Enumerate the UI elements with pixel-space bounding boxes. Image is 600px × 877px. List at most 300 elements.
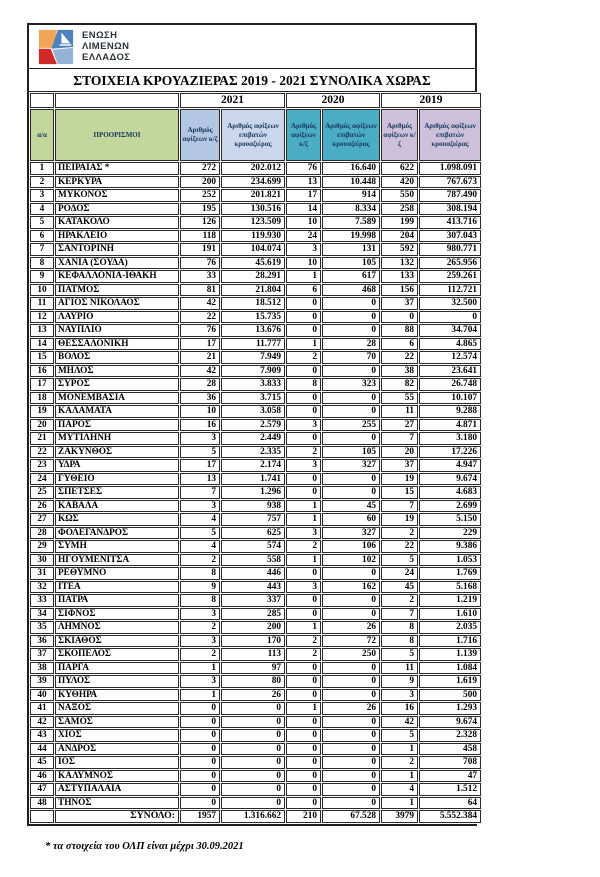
table-row [30, 635, 481, 648]
value-cell: 102 [322, 554, 380, 567]
value-cell: 1.098.091 [419, 162, 481, 175]
row-index-cell: 26 [30, 500, 54, 513]
destination-cell: ΠΥΛΟΣ [55, 675, 179, 688]
table-row [30, 689, 481, 702]
row-index-cell: 24 [30, 473, 54, 486]
value-cell: 3 [286, 459, 321, 472]
value-cell: 118 [180, 230, 220, 243]
value-cell: 26 [221, 689, 285, 702]
year-header-2021: 2021 [180, 93, 285, 108]
value-cell: 10 [286, 216, 321, 229]
index-column-header: α/α [30, 109, 54, 161]
value-cell: 13 [286, 176, 321, 189]
value-cell: 2 [286, 351, 321, 364]
total-passengers-2020: 67.528 [322, 810, 380, 823]
total-arrivals-2020: 210 [286, 810, 321, 823]
value-cell: 1 [286, 702, 321, 715]
destination-cell: ΛΑΥΡΙΟ [55, 311, 179, 324]
row-index-cell: 34 [30, 608, 54, 621]
row-index-cell: 28 [30, 527, 54, 540]
destination-cell: ΗΡΑΚΛΕΙΟ [55, 230, 179, 243]
value-cell: 10 [180, 405, 220, 418]
destination-cell: ΥΔΡΑ [55, 459, 179, 472]
value-cell: 26 [322, 621, 380, 634]
destination-cell: ΧΙΟΣ [55, 729, 179, 742]
row-index-cell: 2 [30, 176, 54, 189]
value-cell: 443 [221, 581, 285, 594]
value-cell: 8 [286, 378, 321, 391]
value-cell: 2.579 [221, 419, 285, 432]
value-cell: 5 [381, 729, 418, 742]
page-title: ΣΤΟΙΧΕΙΑ ΚΡΟΥΑΖΙΕΡΑΣ 2019 - 2021 ΣΥΝΟΛΙΚΑ ΧΩΡΑΣ [29, 69, 475, 92]
value-cell: 550 [381, 189, 418, 202]
value-cell: 12.574 [419, 351, 481, 364]
value-cell: 133 [381, 270, 418, 283]
value-cell: 0 [286, 608, 321, 621]
value-cell: 15.735 [221, 311, 285, 324]
row-index-cell: 31 [30, 567, 54, 580]
value-cell: 2 [381, 594, 418, 607]
value-cell: 199 [381, 216, 418, 229]
value-cell: 3 [180, 608, 220, 621]
table-row [30, 365, 481, 378]
value-cell: 9 [381, 675, 418, 688]
arrivals-2021-header: Αριθμός αφίξεων κ/ζ [180, 109, 220, 161]
value-cell: 10 [286, 257, 321, 270]
row-index-cell: 44 [30, 743, 54, 756]
value-cell: 265.956 [419, 257, 481, 270]
value-cell: 250 [322, 648, 380, 661]
value-cell: 413.716 [419, 216, 481, 229]
value-cell: 0 [322, 405, 380, 418]
value-cell: 3 [286, 527, 321, 540]
destination-cell: ΣΚΙΑΘΟΣ [55, 635, 179, 648]
row-index-cell: 18 [30, 392, 54, 405]
value-cell: 617 [322, 270, 380, 283]
row-index-cell: 16 [30, 365, 54, 378]
destination-cell: ΚΕΦΑΛΛΟΝΙΑ-ΙΘΑΚΗ [55, 270, 179, 283]
value-cell: 9.386 [419, 540, 481, 553]
value-cell: 5 [180, 527, 220, 540]
value-cell: 234.699 [221, 176, 285, 189]
value-cell: 4.865 [419, 338, 481, 351]
value-cell: 17 [180, 459, 220, 472]
row-index-cell: 25 [30, 486, 54, 499]
value-cell: 0 [322, 783, 380, 796]
destination-cell: ΣΚΟΠΕΛΟΣ [55, 648, 179, 661]
value-cell: 0 [180, 756, 220, 769]
blank-cell [55, 93, 179, 108]
footnote: * τα στοιχεία του ΟΛΠ είναι μέχρι 30.09.2021 [45, 841, 244, 852]
destination-cell: ΣΙΦΝΟΣ [55, 608, 179, 621]
row-index-cell: 43 [30, 729, 54, 742]
value-cell: 131 [322, 243, 380, 256]
value-cell: 1 [381, 743, 418, 756]
row-index-cell: 48 [30, 797, 54, 810]
value-cell: 126 [180, 216, 220, 229]
value-cell: 0 [180, 770, 220, 783]
row-index-cell: 14 [30, 338, 54, 351]
value-cell: 468 [322, 284, 380, 297]
row-index-cell: 45 [30, 756, 54, 769]
value-cell: 1 [286, 500, 321, 513]
value-cell: 195 [180, 203, 220, 216]
value-cell: 4 [381, 783, 418, 796]
value-cell: 7.949 [221, 351, 285, 364]
value-cell: 0 [221, 770, 285, 783]
destination-cell: ΡΕΘΥΜΝΟ [55, 567, 179, 580]
row-index-cell: 11 [30, 297, 54, 310]
value-cell: 64 [419, 797, 481, 810]
value-cell: 0 [322, 608, 380, 621]
row-index-cell: 27 [30, 513, 54, 526]
value-cell: 5 [180, 446, 220, 459]
table-row [30, 405, 481, 418]
value-cell: 0 [180, 743, 220, 756]
value-cell: 19 [381, 513, 418, 526]
destination-cell: ΑΣΤΥΠΑΛΑΙΑ [55, 783, 179, 796]
destination-cell: ΠΑΡΓΑ [55, 662, 179, 675]
value-cell: 8.334 [322, 203, 380, 216]
value-cell: 285 [221, 608, 285, 621]
value-cell: 0 [322, 392, 380, 405]
value-cell: 76 [180, 257, 220, 270]
value-cell: 458 [419, 743, 481, 756]
value-cell: 0 [322, 432, 380, 445]
value-cell: 7.909 [221, 365, 285, 378]
destination-cell: ΠΑΤΜΟΣ [55, 284, 179, 297]
value-cell: 0 [286, 689, 321, 702]
destination-cell: ΝΑΞΟΣ [55, 702, 179, 715]
destination-cell: ΣΑΜΟΣ [55, 716, 179, 729]
report-sheet [27, 23, 477, 826]
value-cell: 13.676 [221, 324, 285, 337]
row-index-cell: 15 [30, 351, 54, 364]
value-cell: 308.194 [419, 203, 481, 216]
value-cell: 82 [381, 378, 418, 391]
value-cell: 1.769 [419, 567, 481, 580]
value-cell: 558 [221, 554, 285, 567]
value-cell: 500 [419, 689, 481, 702]
value-cell: 1.293 [419, 702, 481, 715]
destination-cell: ΚΥΘΗΡΑ [55, 689, 179, 702]
total-passengers-2021: 1.316.662 [221, 810, 285, 823]
table-row [30, 176, 481, 189]
value-cell: 0 [322, 756, 380, 769]
table-row [30, 243, 481, 256]
value-cell: 19 [381, 473, 418, 486]
table-row [30, 500, 481, 513]
value-cell: 0 [322, 743, 380, 756]
value-cell: 170 [221, 635, 285, 648]
value-cell: 0 [322, 689, 380, 702]
value-cell: 24 [286, 230, 321, 243]
row-index-cell: 7 [30, 243, 54, 256]
table-row [30, 608, 481, 621]
table-row [30, 189, 481, 202]
arrivals-2020-header: Αριθμός αφίξεων κ/ζ [286, 109, 321, 161]
table-row [30, 729, 481, 742]
value-cell: 0 [221, 756, 285, 769]
value-cell: 0 [286, 594, 321, 607]
destination-cell: ΚΑΛΑΜΑΤΑ [55, 405, 179, 418]
value-cell: 0 [180, 797, 220, 810]
value-cell: 327 [322, 459, 380, 472]
table-row [30, 432, 481, 445]
value-cell: 11 [381, 662, 418, 675]
value-cell: 1 [286, 621, 321, 634]
value-cell: 106 [322, 540, 380, 553]
passengers-2021-header: Αριθμός αφίξεων επιβατών κρουαζιέρας [221, 109, 285, 161]
value-cell: 10.448 [322, 176, 380, 189]
destination-cell: ΠΑΡΟΣ [55, 419, 179, 432]
passengers-2019-header: Αριθμός αφίξεων επιβατών κρουαζιέρας [419, 109, 481, 161]
value-cell: 0 [322, 473, 380, 486]
value-cell: 1.053 [419, 554, 481, 567]
destination-cell: ΜΥΤΙΛΗΝΗ [55, 432, 179, 445]
value-cell: 1 [180, 662, 220, 675]
value-cell: 19.998 [322, 230, 380, 243]
destination-cell: ΣΥΡΟΣ [55, 378, 179, 391]
row-index-cell: 13 [30, 324, 54, 337]
value-cell: 4.871 [419, 419, 481, 432]
value-cell: 22 [381, 351, 418, 364]
value-cell: 7 [381, 432, 418, 445]
value-cell: 9.674 [419, 473, 481, 486]
value-cell: 5.168 [419, 581, 481, 594]
year-header-2019: 2019 [381, 93, 481, 108]
value-cell: 2 [286, 540, 321, 553]
value-cell: 70 [322, 351, 380, 364]
value-cell: 7.589 [322, 216, 380, 229]
value-cell: 119.930 [221, 230, 285, 243]
value-cell: 4 [180, 513, 220, 526]
row-index-cell: 22 [30, 446, 54, 459]
destination-cell: ΑΓΙΟΣ ΝΙΚΟΛΑΟΣ [55, 297, 179, 310]
destination-cell: ΚΑΛΥΜΝΟΣ [55, 770, 179, 783]
row-index-cell: 42 [30, 716, 54, 729]
value-cell: 22 [381, 540, 418, 553]
destination-cell: ΙΟΣ [55, 756, 179, 769]
value-cell: 259.261 [419, 270, 481, 283]
value-cell: 255 [322, 419, 380, 432]
value-cell: 200 [221, 621, 285, 634]
destination-cell: ΚΑΤΑΚΟΛΟ [55, 216, 179, 229]
value-cell: 8 [381, 635, 418, 648]
table-row [30, 257, 481, 270]
destination-cell: ΑΝΔΡΟΣ [55, 743, 179, 756]
value-cell: 2 [180, 648, 220, 661]
value-cell: 36 [180, 392, 220, 405]
destination-cell: ΒΟΛΟΣ [55, 351, 179, 364]
row-index-cell: 29 [30, 540, 54, 553]
value-cell: 5.150 [419, 513, 481, 526]
value-cell: 0 [322, 675, 380, 688]
value-cell: 767.673 [419, 176, 481, 189]
value-cell: 0 [322, 297, 380, 310]
value-cell: 11 [381, 405, 418, 418]
value-cell: 16 [180, 419, 220, 432]
row-index-cell: 39 [30, 675, 54, 688]
value-cell: 0 [286, 297, 321, 310]
logo-line-1: ΕΝΩΣΗ [82, 30, 118, 41]
value-cell: 0 [286, 770, 321, 783]
value-cell: 1.610 [419, 608, 481, 621]
value-cell: 2.174 [221, 459, 285, 472]
destination-cell: ΚΩΣ [55, 513, 179, 526]
value-cell: 3 [286, 419, 321, 432]
value-cell: 112.721 [419, 284, 481, 297]
destination-cell: ΡΟΔΟΣ [55, 203, 179, 216]
value-cell: 0 [286, 311, 321, 324]
value-cell: 0 [180, 729, 220, 742]
value-cell: 202.012 [221, 162, 285, 175]
value-cell: 13 [180, 473, 220, 486]
value-cell: 938 [221, 500, 285, 513]
value-cell: 1.716 [419, 635, 481, 648]
value-cell: 980.771 [419, 243, 481, 256]
value-cell: 3.180 [419, 432, 481, 445]
value-cell: 10.107 [419, 392, 481, 405]
value-cell: 0 [286, 797, 321, 810]
table-row [30, 797, 481, 810]
logo-text [82, 30, 130, 63]
value-cell: 0 [286, 392, 321, 405]
row-index-cell: 33 [30, 594, 54, 607]
value-cell: 14 [286, 203, 321, 216]
value-cell: 0 [286, 405, 321, 418]
destination-cell: ΖΑΚΥΝΘΟΣ [55, 446, 179, 459]
value-cell: 27 [381, 419, 418, 432]
destination-cell: ΦΟΛΕΓΑΝΔΡΟΣ [55, 527, 179, 540]
value-cell: 4.947 [419, 459, 481, 472]
row-index-cell: 6 [30, 230, 54, 243]
value-cell: 33 [180, 270, 220, 283]
value-cell: 0 [221, 702, 285, 715]
row-index-cell: 47 [30, 783, 54, 796]
value-cell: 323 [322, 378, 380, 391]
value-cell: 1 [180, 689, 220, 702]
arrivals-2019-header: Αριθμός αφίξεων κ/ζ [381, 109, 418, 161]
total-arrivals-2021: 1957 [180, 810, 220, 823]
table-row [30, 446, 481, 459]
value-cell: 23.641 [419, 365, 481, 378]
value-cell: 1 [286, 554, 321, 567]
table-row [30, 540, 481, 553]
value-cell: 625 [221, 527, 285, 540]
total-row [30, 810, 481, 823]
value-cell: 2 [381, 527, 418, 540]
value-cell: 708 [419, 756, 481, 769]
table-row [30, 594, 481, 607]
value-cell: 0 [322, 797, 380, 810]
value-cell: 17.226 [419, 446, 481, 459]
table-row [30, 581, 481, 594]
row-index-cell: 41 [30, 702, 54, 715]
passengers-2020-header: Αριθμός αφίξεων επιβατών κρουαζιέρας [322, 109, 380, 161]
value-cell: 0 [322, 770, 380, 783]
value-cell: 8 [180, 567, 220, 580]
value-cell: 162 [322, 581, 380, 594]
blank-cell [30, 93, 54, 108]
value-cell: 2.035 [419, 621, 481, 634]
table-row [30, 297, 481, 310]
value-cell: 0 [286, 365, 321, 378]
value-cell: 4.683 [419, 486, 481, 499]
value-cell: 252 [180, 189, 220, 202]
value-cell: 105 [322, 257, 380, 270]
table-row [30, 324, 481, 337]
value-cell: 45 [381, 581, 418, 594]
value-cell: 914 [322, 189, 380, 202]
row-index-cell: 38 [30, 662, 54, 675]
destination-column-header: ΠΡΟΟΡΙΣΜΟΙ [55, 109, 179, 161]
value-cell: 787.490 [419, 189, 481, 202]
destination-cell: ΘΕΣΣΑΛΟΝΙΚΗ [55, 338, 179, 351]
value-cell: 132 [381, 257, 418, 270]
row-index-cell: 46 [30, 770, 54, 783]
value-cell: 9.288 [419, 405, 481, 418]
value-cell: 7 [381, 608, 418, 621]
destination-cell: ΜΥΚΟΝΟΣ [55, 189, 179, 202]
value-cell: 24 [381, 567, 418, 580]
value-cell: 3 [180, 432, 220, 445]
value-cell: 9.674 [419, 716, 481, 729]
value-cell: 16.640 [322, 162, 380, 175]
value-cell: 0 [322, 365, 380, 378]
value-cell: 97 [221, 662, 285, 675]
value-cell: 28.291 [221, 270, 285, 283]
value-cell: 113 [221, 648, 285, 661]
value-cell: 26 [322, 702, 380, 715]
value-cell: 622 [381, 162, 418, 175]
row-index-cell: 12 [30, 311, 54, 324]
value-cell: 1 [286, 338, 321, 351]
value-cell: 105 [322, 446, 380, 459]
value-cell: 42 [180, 365, 220, 378]
table-row [30, 716, 481, 729]
value-cell: 6 [286, 284, 321, 297]
row-index-cell: 8 [30, 257, 54, 270]
value-cell: 0 [286, 662, 321, 675]
value-cell: 2 [180, 621, 220, 634]
value-cell: 9 [180, 581, 220, 594]
table-row [30, 783, 481, 796]
table-row [30, 743, 481, 756]
value-cell: 156 [381, 284, 418, 297]
destination-cell: ΠΕΙΡΑΙΑΣ * [55, 162, 179, 175]
row-index-cell: 5 [30, 216, 54, 229]
row-index-cell: 17 [30, 378, 54, 391]
value-cell: 5 [381, 554, 418, 567]
value-cell: 42 [381, 716, 418, 729]
value-cell: 3 [381, 689, 418, 702]
row-index-cell: 37 [30, 648, 54, 661]
destination-cell: ΣΑΝΤΟΡΙΝΗ [55, 243, 179, 256]
value-cell: 204 [381, 230, 418, 243]
value-cell: 337 [221, 594, 285, 607]
value-cell: 0 [286, 729, 321, 742]
row-index-cell: 19 [30, 405, 54, 418]
table-row [30, 554, 481, 567]
value-cell: 18.512 [221, 297, 285, 310]
value-cell: 3 [180, 500, 220, 513]
value-cell: 1 [286, 270, 321, 283]
value-cell: 0 [286, 743, 321, 756]
value-cell: 0 [221, 743, 285, 756]
value-cell: 1.296 [221, 486, 285, 499]
destination-cell: ΧΑΝΙΑ (ΣΟΥΔΑ) [55, 257, 179, 270]
